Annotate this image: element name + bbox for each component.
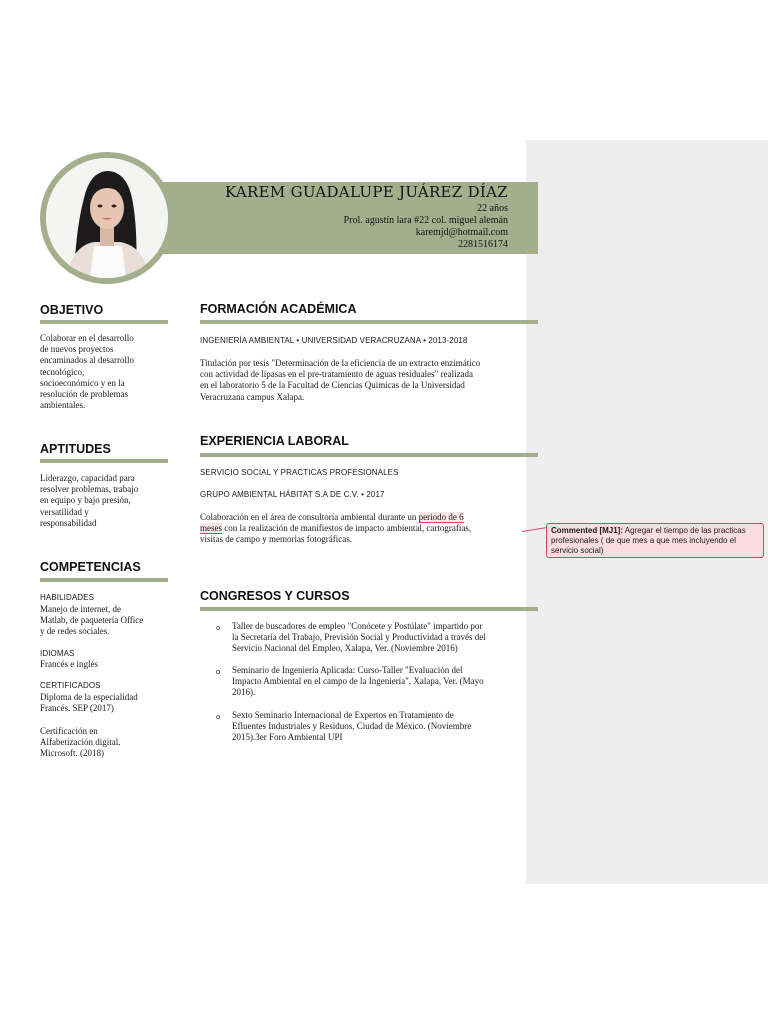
idiomas-text: Francés e inglés	[40, 659, 98, 669]
certificados-label: CERTIFICADOS	[40, 681, 101, 690]
experiencia-role: SERVICIO SOCIAL Y PRACTICAS PROFESIONALES	[200, 468, 399, 477]
formacion-title: FORMACIÓN ACADÉMICA	[200, 302, 357, 316]
bullet-icon: o	[216, 668, 221, 676]
aptitudes-rule	[40, 459, 168, 463]
course-item: Taller de buscadores de empleo "Conócete y Postúlate" impartido por la Secretaría del Trabajo, Previsión Social y Productividad a través del Servicio Nacional del Empleo, Xalapa, Ver. (Noviembre 2016)	[232, 621, 486, 654]
candidate-name: KAREM GUADALUPE JUÁREZ DÍAZ	[224, 183, 508, 201]
experiencia-title: EXPERIENCIA LABORAL	[200, 434, 349, 448]
comment-highlight-cont[interactable]: meses	[200, 523, 222, 534]
certificado-francés: Diploma de la especialidad Francés. SEP (2017)	[40, 692, 138, 714]
address: Prol. agustín lara #22 col. miguel alemán	[343, 215, 508, 226]
formacion-description: Titulación por tesis "Determinación de la eficiencia de un extracto enzimático con actividad de lipasas en el pre-tratamiento de aguas residuales" realizada en el laboratorio 5 de la Facultad de Ciencias Químicas de la Universidad Veracruzana campus Xalapa.	[200, 358, 481, 402]
comment-author: Commented [MJ1]:	[551, 526, 624, 535]
objetivo-rule	[40, 320, 168, 324]
formacion-degree: INGENIERÍA AMBIENTAL • UNIVERSIDAD VERACRUZANA • 2013-2018	[200, 336, 468, 345]
objetivo-title: OBJETIVO	[40, 303, 104, 317]
comment-text: Agregar el tiempo de las practicas profesionales ( de que mes a que mes incluyendo el servicio social)	[551, 526, 746, 555]
idiomas-label: IDIOMAS	[40, 649, 75, 658]
course-item: Sexto Seminario Internacional de Expertos en Tratamiento de Efluentes Industriales y Residuos, Ciudad de México. (Noviembre 2015).3er Foro Ambiental UPI	[232, 710, 472, 743]
experiencia-description: Colaboración en el área de consultoría ambiental durante un periodo de 6 meses con la realización de manifiestos de impacto ambiental, cartografías, visitas de campo y memorias fotográficas.	[200, 512, 472, 545]
comment-pane	[526, 140, 768, 884]
certificado-microsoft: Certificación en Alfabetización digital. Microsoft. (2018)	[40, 726, 121, 759]
congresos-rule	[200, 607, 538, 611]
review-comment[interactable]	[546, 523, 764, 558]
experiencia-rule	[200, 453, 538, 457]
comment-highlight[interactable]: periodo de 6	[418, 512, 464, 522]
competencias-rule	[40, 578, 168, 582]
congresos-title: CONGRESOS Y CURSOS	[200, 589, 350, 603]
email: karemjd@hotmail.com	[415, 227, 508, 238]
age: 22 años	[477, 203, 508, 214]
phone: 2281516174	[458, 239, 508, 250]
habilidades-text: Manejo de internet, de Matlab, de paquetería Office y de redes sociales.	[40, 604, 144, 637]
competencias-title: COMPETENCIAS	[40, 560, 141, 574]
bullet-icon: o	[216, 624, 221, 632]
objetivo-text: Colaborar en el desarrollo de nuevos proyectos encaminados al desarrollo tecnológico, socioeconómico y en la resolución de problemas ambientales.	[40, 333, 134, 411]
course-item: Seminario de Ingeniería Aplicada: Curso-Taller "Evaluación del Impacto Ambiental en el campo de la Ingeniería", Xalapa, Ver. (Mayo 2016).	[232, 665, 484, 698]
experiencia-org: GRUPO AMBIENTAL HÁBITAT S.A DE C.V. • 2017	[200, 490, 385, 499]
bullet-icon: o	[216, 713, 221, 721]
profile-photo	[46, 158, 168, 278]
aptitudes-text: Liderazgo, capacidad para resolver problemas, trabajo en equipo y bajo presión, versatilidad y responsabilidad	[40, 473, 139, 528]
aptitudes-title: APTITUDES	[40, 442, 111, 456]
habilidades-label: HABILIDADES	[40, 593, 95, 602]
formacion-rule	[200, 320, 538, 324]
